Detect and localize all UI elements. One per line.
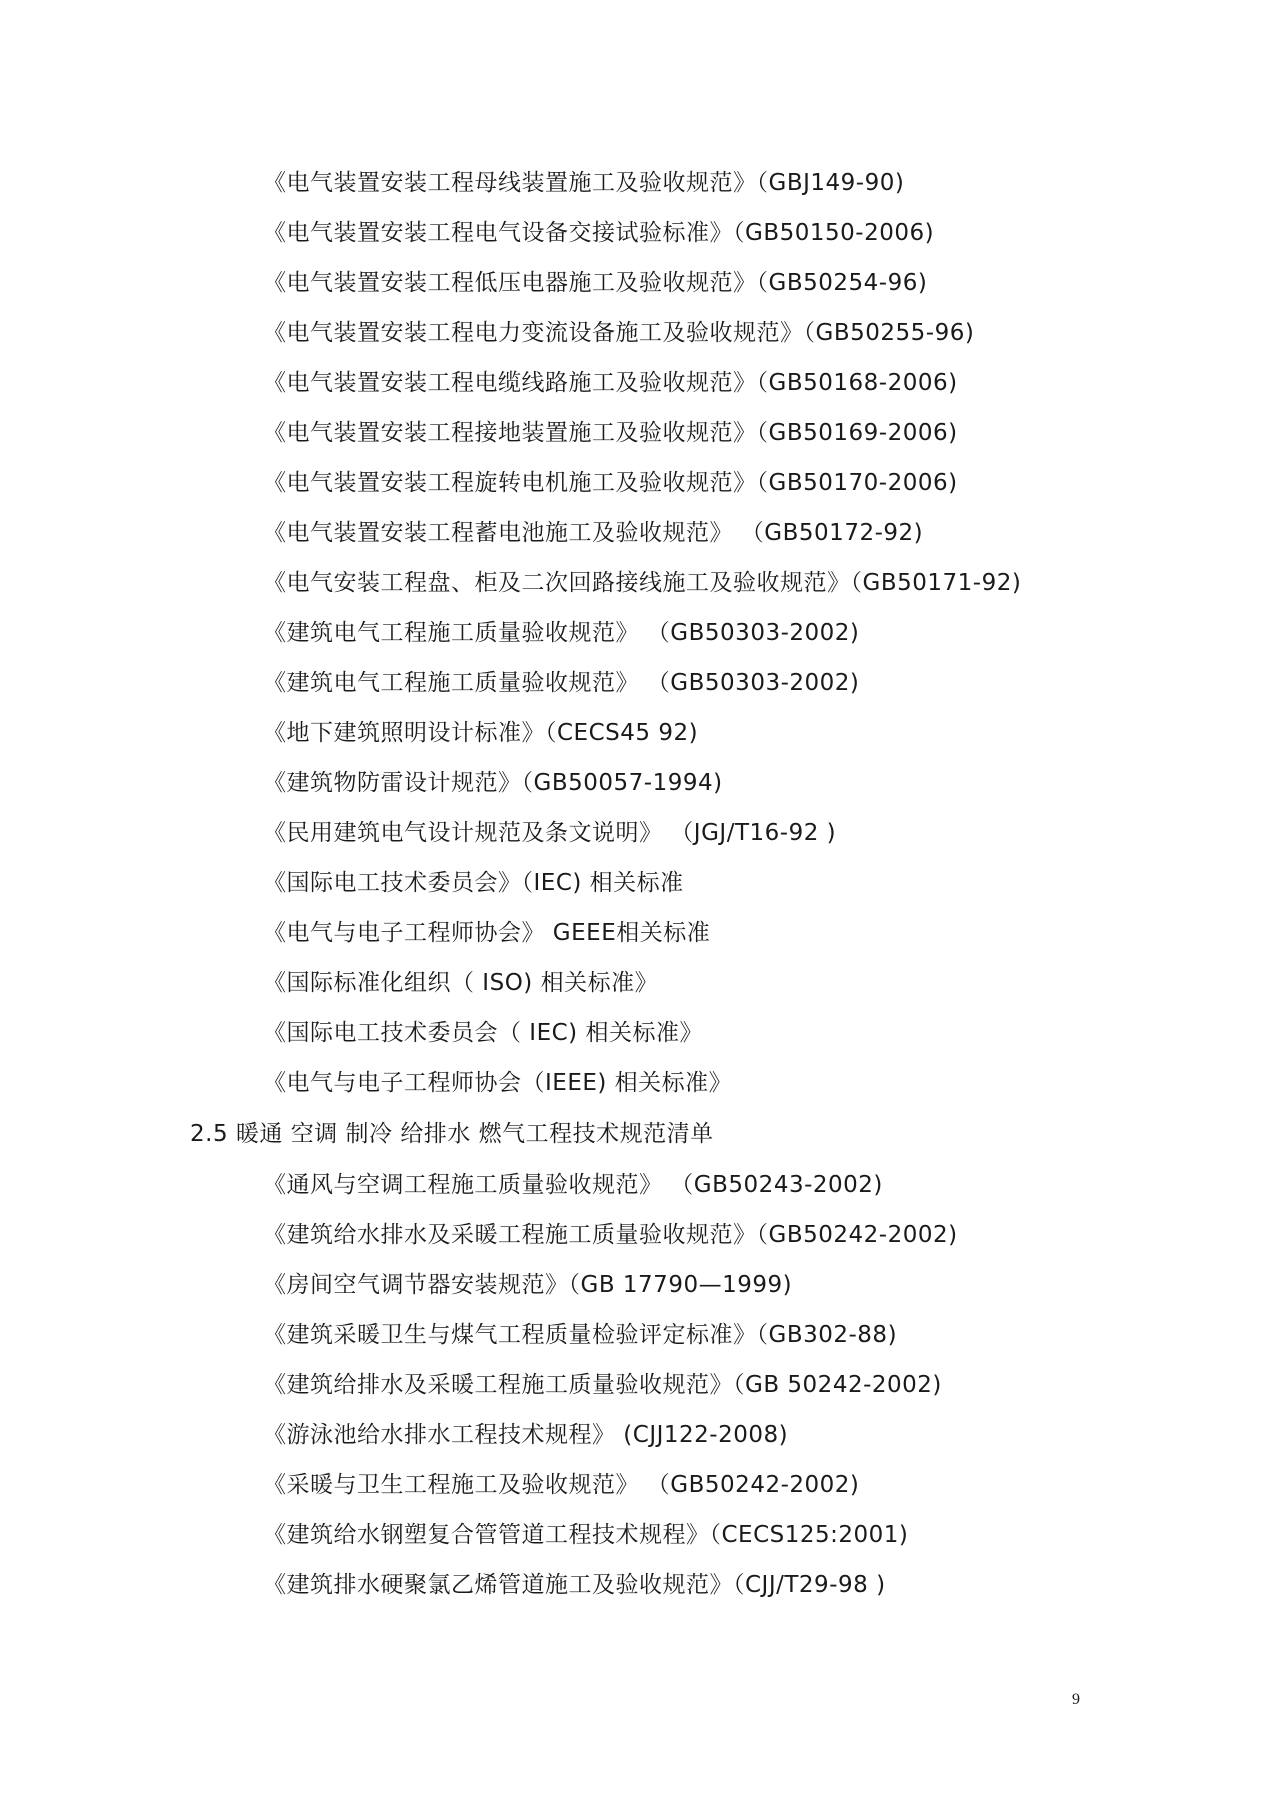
- list-item: 《建筑给水钢塑复合管管道工程技术规程》（CECS125:2001): [263, 1522, 909, 1548]
- list-item: 《电气装置安装工程电缆线路施工及验收规范》（GB50168-2006): [263, 370, 958, 396]
- list-item: 《电气与电子工程师协会（IEEE) 相关标准》: [263, 1070, 733, 1096]
- list-item: 《采暖与卫生工程施工及验收规范》 （GB50242-2002): [263, 1472, 860, 1498]
- section-heading: 2.5 暖通 空调 制冷 给排水 燃气工程技术规范清单: [190, 1121, 714, 1147]
- list-item: 《建筑采暖卫生与煤气工程质量检验评定标准》（GB302-88): [263, 1322, 898, 1348]
- list-item: 《电气与电子工程师协会》 GEEE相关标准: [263, 920, 711, 946]
- list-item: 《房间空气调节器安装规范》（GB 17790—1999): [263, 1272, 793, 1298]
- list-item: 《国际电工技术委员会（ IEC) 相关标准》: [263, 1020, 703, 1046]
- list-item: 《建筑物防雷设计规范》（GB50057-1994): [263, 770, 723, 796]
- list-item: 《建筑电气工程施工质量验收规范》 （GB50303-2002): [263, 670, 860, 696]
- list-item: 《电气装置安装工程低压电器施工及验收规范》（GB50254-96): [263, 270, 928, 296]
- list-item: 《电气装置安装工程电气设备交接试验标准》（GB50150-2006): [263, 220, 935, 246]
- list-item: 《国际电工技术委员会》（IEC) 相关标准: [263, 870, 684, 896]
- list-item: 《游泳池给水排水工程技术规程》 (CJJ122-2008): [263, 1422, 789, 1448]
- list-item: 《国际标准化组织（ ISO) 相关标准》: [263, 970, 659, 996]
- page-number: 9: [1072, 1691, 1080, 1708]
- list-item: 《电气装置安装工程电力变流设备施工及验收规范》（GB50255-96): [263, 320, 975, 346]
- list-item: 《建筑电气工程施工质量验收规范》 （GB50303-2002): [263, 620, 860, 646]
- list-item: 《建筑给排水及采暖工程施工质量验收规范》（GB 50242-2002): [263, 1372, 942, 1398]
- list-item: 《电气装置安装工程母线装置施工及验收规范》（GBJ149-90): [263, 170, 905, 196]
- list-item: 《地下建筑照明设计标准》（CECS45 92): [263, 720, 699, 746]
- list-item: 《通风与空调工程施工质量验收规范》 （GB50243-2002): [263, 1172, 883, 1198]
- list-item: 《建筑给水排水及采暖工程施工质量验收规范》（GB50242-2002): [263, 1222, 958, 1248]
- list-item: 《电气装置安装工程旋转电机施工及验收规范》（GB50170-2006): [263, 470, 958, 496]
- list-item: 《电气安装工程盘、柜及二次回路接线施工及验收规范》（GB50171-92): [263, 570, 1022, 596]
- list-item: 《建筑排水硬聚氯乙烯管道施工及验收规范》（CJJ/T29-98 ): [263, 1572, 886, 1598]
- list-item: 《电气装置安装工程蓄电池施工及验收规范》 （GB50172-92): [263, 520, 924, 546]
- list-item: 《电气装置安装工程接地装置施工及验收规范》（GB50169-2006): [263, 420, 958, 446]
- list-item: 《民用建筑电气设计规范及条文说明》 （JGJ/T16-92 ): [263, 820, 837, 846]
